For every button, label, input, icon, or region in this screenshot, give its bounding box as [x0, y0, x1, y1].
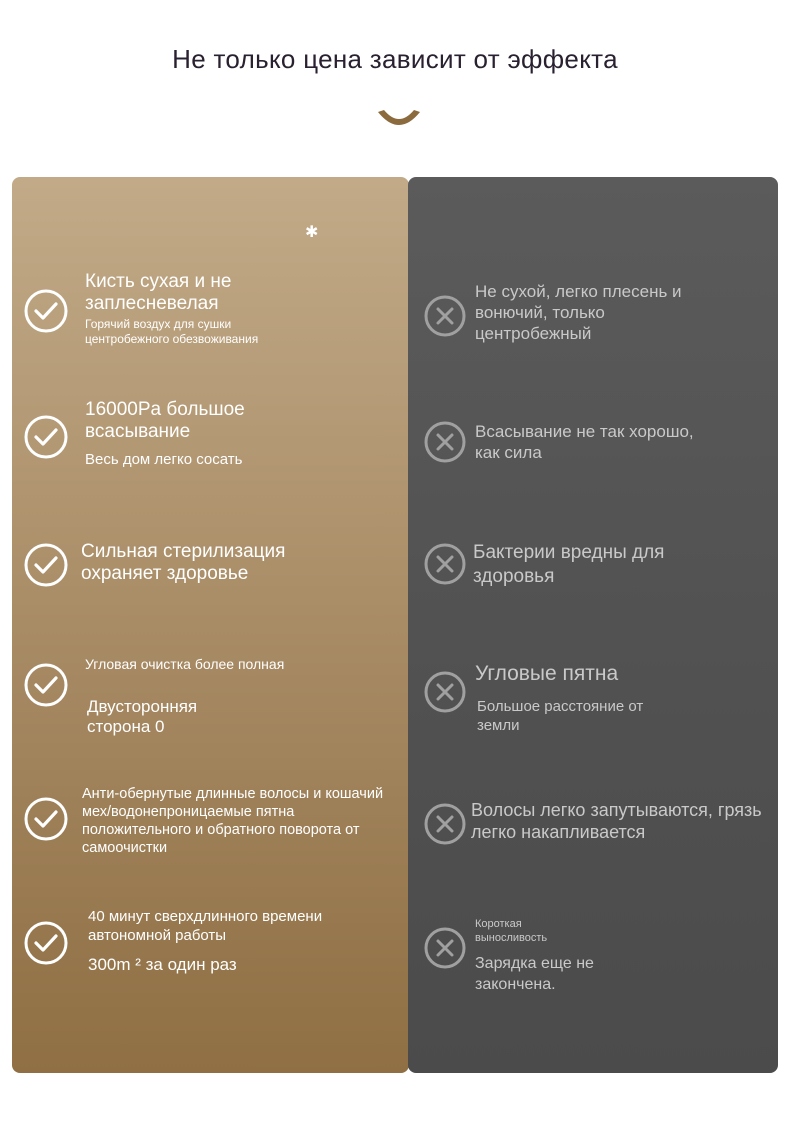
advantage-subtitle: Весь дом легко сосать [85, 451, 243, 468]
disadvantage-title: Бактерии вредны для здоровья [473, 542, 665, 587]
disadvantages-panel [408, 177, 778, 1073]
advantage-item [12, 781, 409, 861]
disadvantage-title: Не сухой, легко плесень и вонючий, только центробежный [475, 282, 682, 343]
advantage-subtitle: 300m ² за один раз [88, 955, 237, 974]
check-circle-icon [24, 797, 68, 841]
x-circle-icon [424, 927, 466, 969]
advantage-item [12, 903, 409, 983]
x-circle-icon [424, 543, 466, 585]
check-circle-icon [24, 921, 68, 965]
disadvantage-note: Короткая выносливость [475, 918, 548, 944]
check-circle-icon [24, 289, 68, 333]
disadvantage-item [408, 797, 778, 857]
disadvantage-title: Угловые пятна [475, 662, 619, 685]
advantage-title: 40 минут сверхдлинного времени автономной работы [88, 908, 323, 944]
advantage-item [12, 267, 409, 357]
advantage-title: Сильная стерилизация охраняет здоровье [81, 541, 286, 584]
page-title: Не только цена зависит от эффекта [172, 44, 618, 74]
advantage-title: Кисть сухая и не заплесневелая [85, 271, 232, 314]
x-circle-icon [424, 803, 466, 845]
advantage-subtitle: Горячий воздух для сушки центробежного обезвоживания [85, 317, 259, 346]
smile-arc-icon [374, 104, 424, 132]
sparkle-icon: ✱ [305, 224, 319, 241]
advantage-note: Угловая очистка более полная [85, 656, 285, 672]
check-circle-icon [24, 415, 68, 459]
disadvantage-item [408, 277, 778, 357]
disadvantage-title: Всасывание не так хорошо, как сила [475, 422, 694, 462]
advantage-title: Анти-обернутые длинные волосы и кошачий мех/водонепроницаемые пятна положительного и обратного поворота от самоочистки [82, 786, 384, 856]
disadvantage-item [408, 661, 778, 751]
x-circle-icon [424, 421, 466, 463]
advantage-item [12, 653, 409, 743]
advantage-title: Двусторонняя сторона 0 [87, 697, 198, 736]
advantage-item [12, 397, 409, 477]
disadvantage-item [408, 915, 778, 1005]
advantage-item [12, 537, 409, 597]
x-circle-icon [424, 295, 466, 337]
disadvantage-subtitle: Большое расстояние от земли [477, 698, 644, 734]
disadvantage-item [408, 539, 778, 599]
advantages-panel [12, 177, 409, 1073]
x-circle-icon [424, 671, 466, 713]
disadvantage-item [408, 417, 778, 477]
check-circle-icon [24, 543, 68, 587]
disadvantage-title: Волосы легко запутываются, грязь легко накапливается [471, 800, 762, 842]
advantage-title: 16000Pa большое всасывание [85, 399, 245, 442]
disadvantage-title: Зарядка еще не закончена. [475, 955, 594, 993]
check-circle-icon [24, 663, 68, 707]
